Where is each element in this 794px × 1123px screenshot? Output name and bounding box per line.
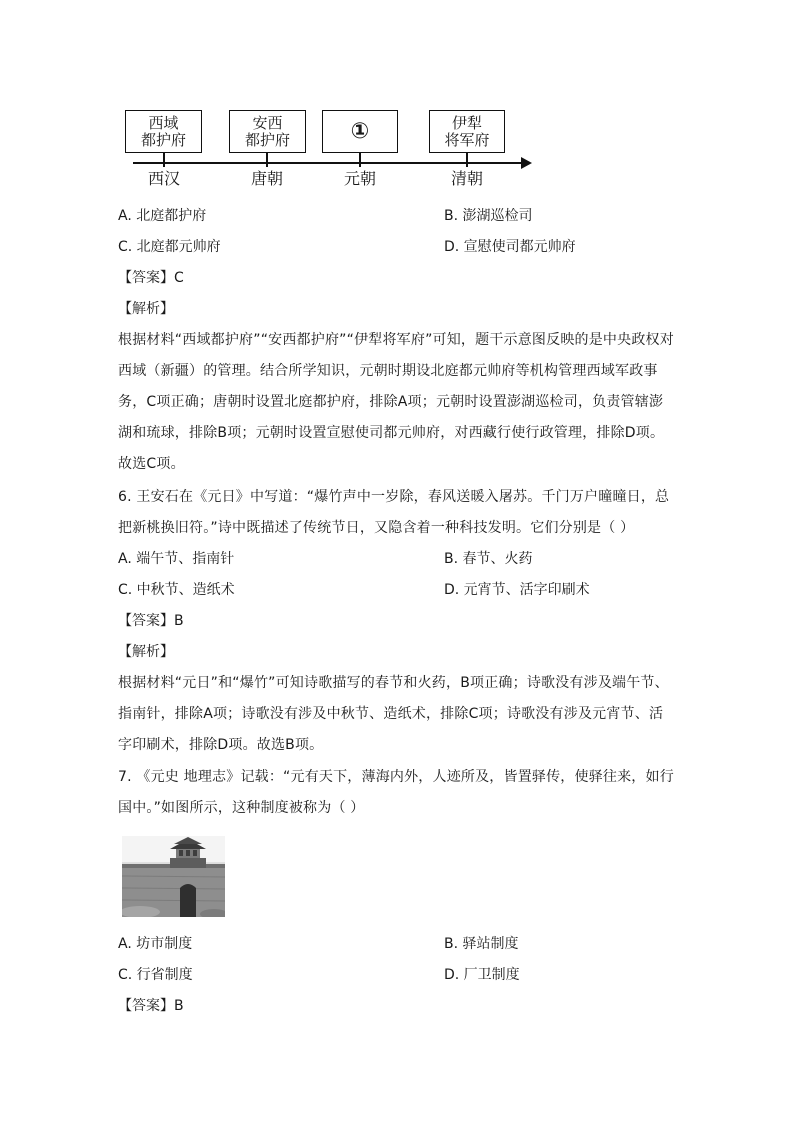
q7-option-d: D. 厂卫制度	[444, 967, 520, 983]
timeline-box-line2: 都护府	[140, 130, 186, 149]
q5-option-d: D. 宣慰使司都元帅府	[444, 239, 576, 255]
q5-analysis-line: 故选C项。	[118, 456, 185, 472]
q6-option-c: C. 中秋节、造纸术	[118, 582, 235, 598]
q5-analysis-line: 湖和琉球，排除B项；元朝时设置宣慰使司都元帅府，对西藏行使行政管理，排除D项。	[118, 425, 665, 441]
timeline-box-blank	[322, 110, 398, 153]
q7-stem-line: 国中。”如图所示，这种制度被称为（ ）	[118, 800, 365, 816]
timeline-era: 唐朝	[250, 169, 283, 188]
q6-analysis-label: 【解析】	[118, 644, 174, 660]
q6-option-b: B. 春节、火药	[444, 551, 533, 567]
q5-analysis-line: 根据材料“西域都护府”“安西都护府”“伊犁将军府”可知，题干示意图反映的是中央政权对	[118, 332, 674, 348]
q5-answer: 【答案】C	[118, 270, 184, 286]
q5-option-c: C. 北庭都元帅府	[118, 239, 221, 255]
timeline-box-anxi	[229, 110, 306, 153]
timeline-tick	[466, 153, 468, 167]
timeline-box-line2: 都护府	[244, 130, 290, 149]
q6-option-a: A. 端午节、指南针	[118, 551, 235, 567]
q6-analysis-line: 字印刷术，排除D项。故选B项。	[118, 737, 324, 753]
timeline-era: 元朝	[343, 169, 376, 188]
timeline-box-line1: 安西	[252, 113, 283, 132]
timeline-box-marker: ①	[350, 118, 370, 144]
timeline-tick	[163, 153, 165, 167]
timeline-era: 西汉	[147, 169, 180, 188]
timeline-tick	[266, 153, 268, 167]
q7-answer: 【答案】B	[118, 998, 184, 1014]
q7-option-b: B. 驿站制度	[444, 936, 519, 952]
q6-stem-line: 6. 王安石在《元日》中写道：“爆竹声中一岁除，春风送暖入屠苏。千门万户曈曈日，总	[118, 489, 670, 505]
q7-option-c: C. 行省制度	[118, 967, 193, 983]
q5-analysis-line: 务，C项正确；唐朝时设置北庭都护府，排除A项；元朝时设置澎湖巡检司，负责管辖澎	[118, 394, 664, 410]
q5-option-b: B. 澎湖巡检司	[444, 208, 533, 224]
q6-option-d: D. 元宵节、活字印刷术	[444, 582, 590, 598]
timeline-arrow-icon	[521, 157, 532, 169]
timeline-era: 清朝	[450, 169, 483, 188]
timeline-box-line1: 伊犁	[451, 113, 482, 132]
gate-tower-illustration	[122, 836, 225, 917]
q6-stem-line: 把新桃换旧符。”诗中既描述了传统节日，又隐含着一种科技发明。它们分别是（ ）	[118, 520, 635, 536]
q5-option-a: A. 北庭都护府	[118, 208, 207, 224]
timeline-box-yili	[429, 110, 505, 153]
q7-option-a: A. 坊市制度	[118, 936, 193, 952]
q5-analysis-line: 西域（新疆）的管理。结合所学知识，元朝时期设北庭都元帅府等机构管理西域军政事	[118, 363, 658, 379]
q5-analysis-label: 【解析】	[118, 301, 174, 317]
q6-analysis-line: 指南针，排除A项；诗歌没有涉及中秋节、造纸术，排除C项；诗歌没有涉及元宵节、活	[118, 706, 664, 722]
q6-analysis-line: 根据材料“元日”和“爆竹”可知诗歌描写的春节和火药，B项正确；诗歌没有涉及端午节、	[118, 675, 669, 691]
timeline-box-line2: 将军府	[444, 130, 490, 149]
timeline-box-line1: 西域	[148, 113, 179, 132]
timeline-box-xiyu	[125, 110, 202, 153]
q6-answer: 【答案】B	[118, 613, 184, 629]
relay-station-photo	[122, 836, 225, 917]
timeline-tick	[359, 153, 361, 167]
q7-stem-line: 7. 《元史 地理志》记载：“元有天下，薄海内外，人迹所及，皆置驿传，使驿往来，如行	[118, 769, 674, 785]
